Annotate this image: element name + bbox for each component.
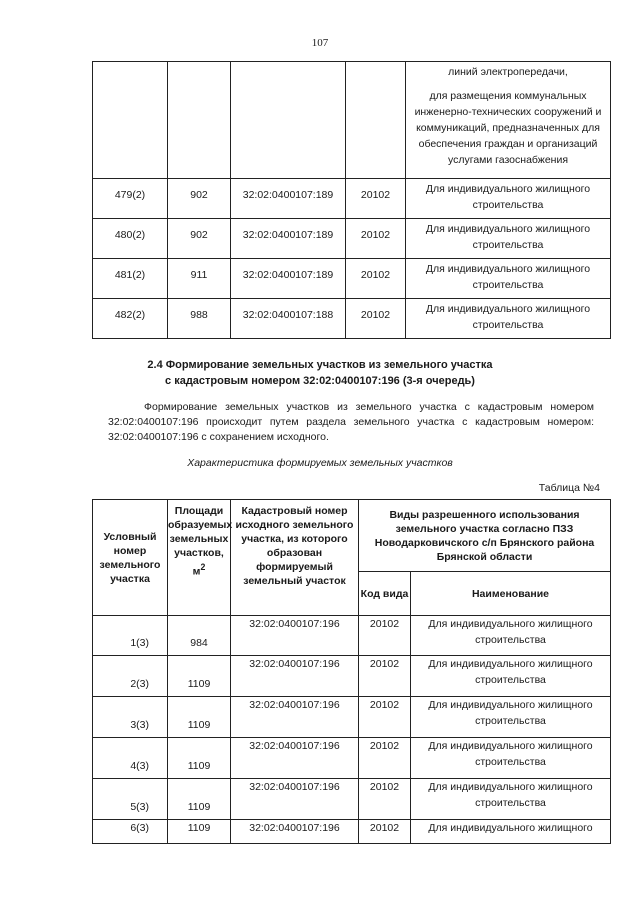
page-number: 107 <box>311 37 329 49</box>
header-name: Наименование <box>411 572 611 616</box>
continuation-text: линий электропередачи, для размещения коммунальных инженерно-технических сооружений и коммуникаций, предназначенных для обеспечения граждан и организаций услугами газоснабжения <box>406 62 611 179</box>
table-row: 5(3) 1109 32:02:0400107:196 20102 Для индивидуального жилищного строительства <box>93 779 611 820</box>
parcels-table-continuation <box>92 61 611 339</box>
header-permitted-use: Виды разрешенного использования земельного участка согласно ПЗЗ Новодарковичского с/п Брянского района Брянской области <box>359 500 611 572</box>
header-num: Условный номер земельного участка <box>93 500 168 616</box>
table-row: 6(3) 1109 32:02:0400107:196 20102 Для индивидуального жилищного <box>93 820 611 844</box>
table-row: 1(3) 984 32:02:0400107:196 20102 Для индивидуального жилищного строительства <box>93 616 611 656</box>
table-row: 481(2) 911 32:02:0400107:189 20102 Для индивидуального жилищного строительства <box>93 259 611 299</box>
section-heading: 2.4 Формирование земельных участков из земельного участка с кадастровым номером 32:02:0400107:196 (3-я очередь) <box>147 359 493 387</box>
table-caption: Характеристика формируемых земельных участков <box>187 457 453 469</box>
table-header-row <box>93 500 611 572</box>
header-code: Код вида <box>359 572 411 616</box>
table-label: Таблица №4 <box>538 482 600 494</box>
header-area: Площади образуемых земельных участков, $м^2$ <box>168 500 231 616</box>
parcels-table <box>92 499 611 844</box>
body-paragraph: Формирование земельных участков из земельного участка с кадастровым номером 32:02:0400107:196 происходит путем раздела земельного участка с кадастровым номером: 32:02:0400107:196 с сохранением исходного. <box>108 401 594 443</box>
table-row: 4(3) 1109 32:02:0400107:196 20102 Для индивидуального жилищного строительства <box>93 738 611 779</box>
table-row: 482(2) 988 32:02:0400107:188 20102 Для индивидуального жилищного строительства <box>93 299 611 339</box>
table-row <box>93 62 611 179</box>
header-cadastral: Кадастровый номер исходного земельного участка, из которого образован формируемый земельный участок <box>231 500 359 616</box>
table-row: 479(2) 902 32:02:0400107:189 20102 Для индивидуального жилищного строительства <box>93 179 611 219</box>
table-row: 480(2) 902 32:02:0400107:189 20102 Для индивидуального жилищного строительства <box>93 219 611 259</box>
table-row: 2(3) 1109 32:02:0400107:196 20102 Для индивидуального жилищного строительства <box>93 656 611 697</box>
table-row: 3(3) 1109 32:02:0400107:196 20102 Для индивидуального жилищного строительства <box>93 697 611 738</box>
